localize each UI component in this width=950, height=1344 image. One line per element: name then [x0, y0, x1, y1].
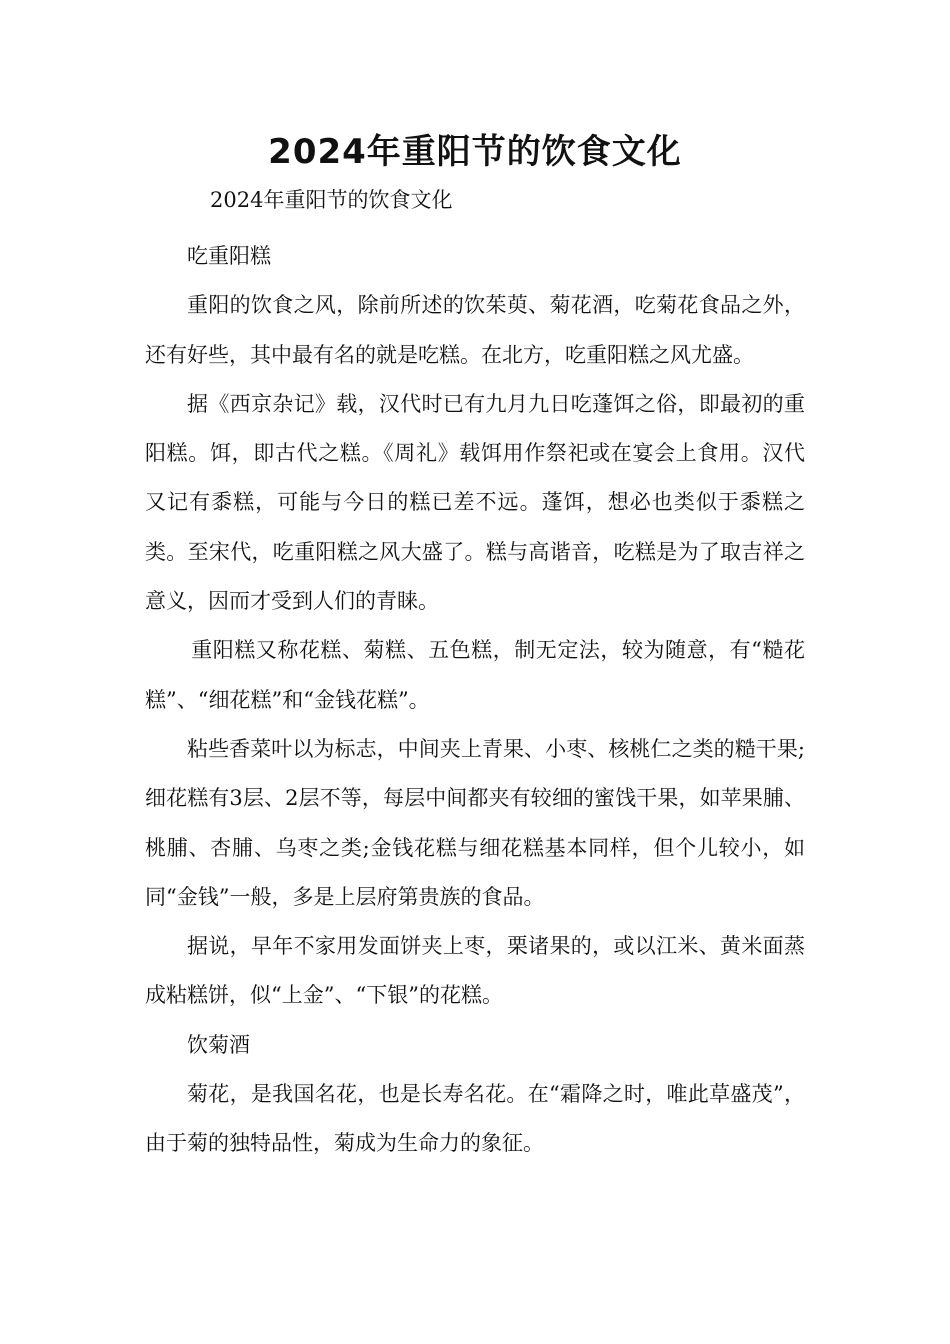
document-subtitle: 2024年重阳节的饮食文化 — [210, 188, 453, 212]
document-title: 2024年重阳节的饮食文化 — [268, 132, 682, 172]
paragraph: 重阳的饮食之风，除前所述的饮茱萸、菊花酒，吃菊花食品之外，还有好些，其中最有名的就是吃糕。在北方，吃重阳糕之风尤盛。 — [145, 293, 805, 367]
paragraph: 据《西京杂记》载，汉代时已有九月九日吃蓬饵之俗，即最初的重阳糕。饵，即古代之糕。《周礼》载饵用作祭祀或在宴会上食用。汉代又记有黍糕，可能与今日的糕已差不远。蓬饵，想必也类似于黍糕之类。至宋代，吃重阳糕之风大盛了。糕与高谐音，吃糕是为了取吉祥之意义，因而才受到人们的青睐。 — [145, 391, 805, 614]
section-heading: 吃重阳糕 — [187, 244, 271, 268]
document-body — [145, 232, 805, 1169]
section-heading: 饮菊酒 — [187, 1032, 250, 1057]
paragraph: 粘些香菜叶以为标志，中间夹上青果、小枣、核桃仁之类的糙干果;细花糕有3层、2层不等，每层中间都夹有较细的蜜饯干果，如苹果脯、桃脯、杏脯、乌枣之类;金钱花糕与细花糕基本同样，但个儿较小，如同“金钱”一般，多是上层府第贵族的食品。 — [145, 736, 805, 909]
paragraph: 菊花，是我国名花，也是长寿名花。在“霜降之时，唯此草盛茂”，由于菊的独特品性，菊成为生命力的象征。 — [145, 1082, 805, 1156]
paragraph: 据说，早年不家用发面饼夹上枣，栗诸果的，或以江米、黄米面蒸成粘糕饼，似“上金”、“下银”的花糕。 — [145, 934, 805, 1008]
paragraph: 重阳糕又称花糕、菊糕、五色糕，制无定法，较为随意，有“糙花糕”、“细花糕”和“金钱花糕”。 — [145, 638, 805, 712]
